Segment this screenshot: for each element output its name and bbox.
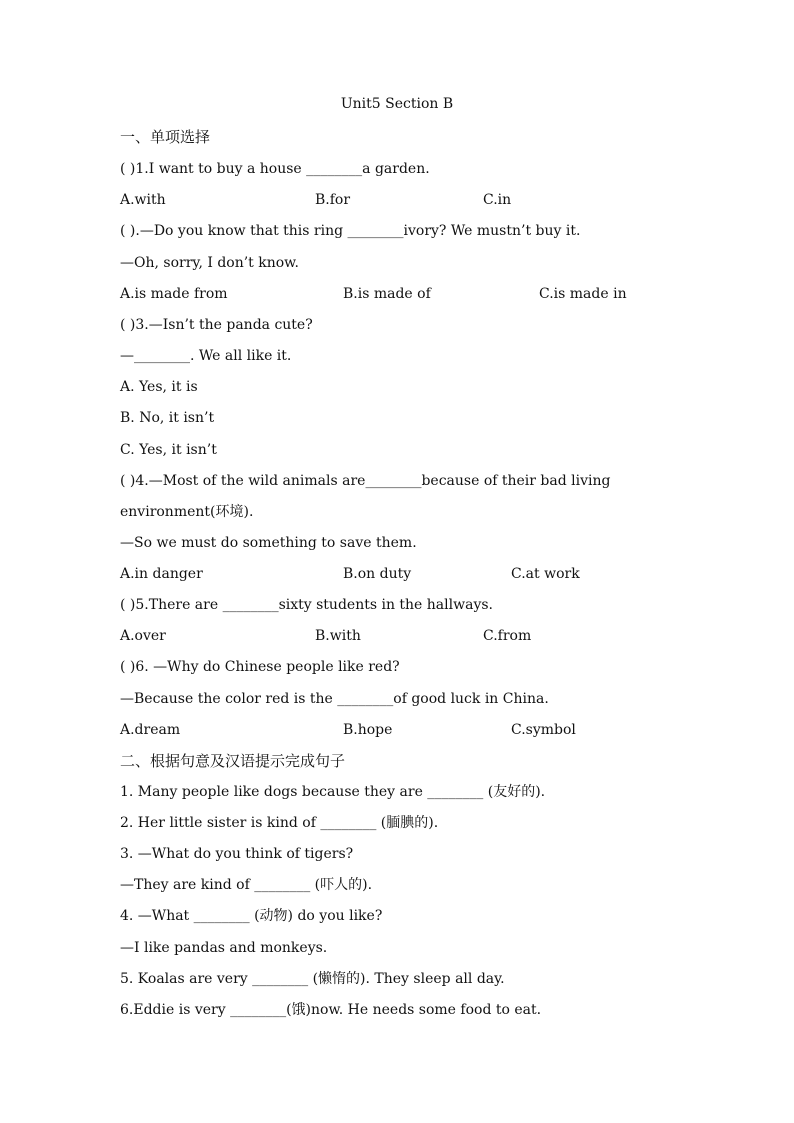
- question-3-option-c: C. Yes, it isn’t: [120, 442, 217, 458]
- question-6-stem: ( )6. —Why do Chinese people like red?: [120, 659, 400, 675]
- question-2-reply: —Oh, sorry, I don’t know.: [120, 255, 299, 271]
- sentence-3-answer: —They are kind of ________ (吓人的).: [120, 877, 373, 893]
- question-1-option-b: B.for: [315, 192, 351, 208]
- sentence-5: 5. Koalas are very ________ (懒惰的). They sleep all day.: [120, 971, 505, 987]
- question-5-option-a: A.over: [120, 628, 166, 644]
- question-2-option-b: B.is made of: [343, 286, 431, 302]
- question-3-option-a: A. Yes, it is: [120, 379, 198, 395]
- question-4-stem-continued: environment(环境).: [120, 504, 254, 520]
- question-3-reply: —________. We all like it.: [120, 348, 292, 364]
- sentence-4-question: 4. —What ________ (动物) do you like?: [120, 908, 383, 924]
- sentence-3-question: 3. —What do you think of tigers?: [120, 846, 354, 862]
- question-6-option-b: B.hope: [343, 722, 393, 738]
- sentence-6: 6.Eddie is very ________(饿)now. He needs some food to eat.: [120, 1002, 542, 1018]
- question-5-stem: ( )5.There are ________sixty students in the hallways.: [120, 597, 493, 613]
- question-6-option-a: A.dream: [120, 722, 181, 738]
- section-heading-complete-sentences: 二、根据句意及汉语提示完成句子: [120, 752, 346, 770]
- question-3-stem: ( )3.—Isn’t the panda cute?: [120, 317, 313, 333]
- question-2-option-c: C.is made in: [539, 286, 627, 302]
- question-4-option-a: A.in danger: [120, 566, 203, 582]
- question-1-stem: ( )1.I want to buy a house ________a garden.: [120, 161, 430, 177]
- question-4-stem: ( )4.—Most of the wild animals are________because of their bad living: [120, 473, 611, 489]
- question-2-option-a: A.is made from: [120, 286, 228, 302]
- question-6-reply: —Because the color red is the ________of good luck in China.: [120, 691, 549, 707]
- question-4-reply: —So we must do something to save them.: [120, 535, 417, 551]
- question-1-option-c: C.in: [483, 192, 512, 208]
- page-title: Unit5 Section B: [340, 96, 454, 112]
- sentence-1: 1. Many people like dogs because they are ________ (友好的).: [120, 784, 546, 800]
- question-3-option-b: B. No, it isn’t: [120, 410, 215, 426]
- sentence-4-answer: —I like pandas and monkeys.: [120, 940, 328, 956]
- question-2-stem: ( ).—Do you know that this ring ________ivory? We mustn’t buy it.: [120, 223, 581, 239]
- question-5-option-b: B.with: [315, 628, 361, 644]
- question-5-option-c: C.from: [483, 628, 532, 644]
- question-1-option-a: A.with: [120, 192, 166, 208]
- section-heading-multiple-choice: 一、单项选择: [120, 128, 211, 146]
- sentence-2: 2. Her little sister is kind of ________ (腼腆的).: [120, 815, 439, 831]
- question-4-option-c: C.at work: [511, 566, 580, 582]
- question-6-option-c: C.symbol: [511, 722, 576, 738]
- question-4-option-b: B.on duty: [343, 566, 412, 582]
